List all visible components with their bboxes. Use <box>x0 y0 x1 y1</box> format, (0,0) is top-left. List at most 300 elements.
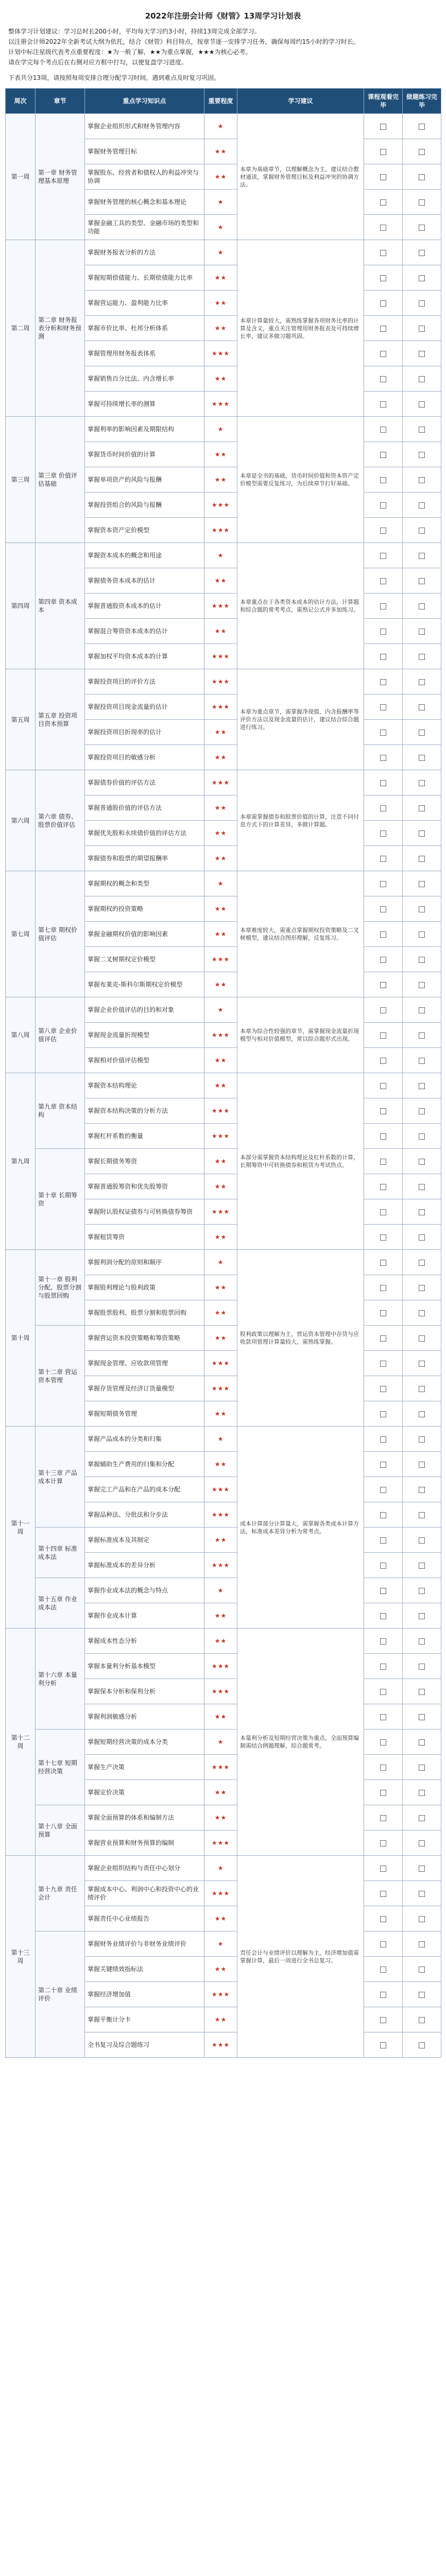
study-tip: 本量利分析及短期经营决策为重点，全面预算编制需结合例题理解，综合题常考。 <box>237 1629 364 1856</box>
checkbox-icon[interactable] <box>419 1613 425 1619</box>
checkbox-icon[interactable] <box>380 1487 386 1493</box>
week-cell: 第十三周 <box>6 1856 36 2058</box>
knowledge-point: 掌握投资项目的敏感分析 <box>85 745 204 770</box>
course-done-checkbox-cell <box>364 1982 403 2007</box>
checkbox-icon[interactable] <box>380 906 386 912</box>
checkbox-icon[interactable] <box>380 856 386 862</box>
importance-stars: ★★ <box>204 291 237 316</box>
exercise-done-checkbox-cell <box>403 922 441 947</box>
checkbox-icon[interactable] <box>419 805 425 811</box>
checkbox-icon[interactable] <box>380 578 386 584</box>
exercise-done-checkbox-cell <box>403 114 441 139</box>
knowledge-point: 掌握财务管理的核心概念和基本理论 <box>85 190 204 215</box>
importance-stars: ★★ <box>204 316 237 341</box>
checkbox-icon[interactable] <box>419 2017 425 2023</box>
checkbox-icon[interactable] <box>419 881 425 887</box>
checkbox-icon[interactable] <box>419 1159 425 1165</box>
checkbox-icon[interactable] <box>419 1941 425 1947</box>
checkbox-icon[interactable] <box>380 1941 386 1947</box>
checkbox-icon[interactable] <box>380 1765 386 1771</box>
importance-stars: ★ <box>204 417 237 442</box>
checkbox-icon[interactable] <box>419 1815 425 1821</box>
checkbox-icon[interactable] <box>380 1967 386 1973</box>
checkbox-icon[interactable] <box>380 1285 386 1291</box>
checkbox-icon[interactable] <box>380 679 386 685</box>
checkbox-icon[interactable] <box>380 755 386 761</box>
checkbox-icon[interactable] <box>419 1310 425 1316</box>
checkbox-icon[interactable] <box>380 1007 386 1013</box>
checkbox-icon[interactable] <box>419 1588 425 1594</box>
checkbox-icon[interactable] <box>419 1260 425 1266</box>
checkbox-icon[interactable] <box>419 1992 425 1998</box>
checkbox-icon[interactable] <box>380 502 386 509</box>
checkbox-icon[interactable] <box>380 1108 386 1114</box>
course-done-checkbox-cell <box>364 1502 403 1528</box>
knowledge-point: 掌握关键绩效指标法 <box>85 1957 204 1982</box>
knowledge-point: 全书复习及综合题练习 <box>85 2032 204 2058</box>
checkbox-icon[interactable] <box>419 553 425 559</box>
checkbox-icon[interactable] <box>419 1714 425 1720</box>
checkbox-icon[interactable] <box>419 1537 425 1544</box>
checkbox-icon[interactable] <box>419 1386 425 1392</box>
course-done-checkbox-cell <box>364 1931 403 1957</box>
week-cell: 第十周 <box>6 1250 36 1427</box>
knowledge-point: 掌握营运能力、盈利能力比率 <box>85 291 204 316</box>
exercise-done-checkbox-cell <box>403 417 441 442</box>
exercise-done-checkbox-cell <box>403 1578 441 1603</box>
study-tip: 本章是全书的基础，货币时间价值和资本资产定价模型需要反复练习，为后续章节打好基础。 <box>237 417 364 543</box>
importance-stars: ★★ <box>204 1629 237 1654</box>
course-done-checkbox-cell <box>364 543 403 568</box>
checkbox-icon[interactable] <box>380 603 386 609</box>
checkbox-icon[interactable] <box>419 477 425 483</box>
knowledge-point: 掌握产品成本的分类和归集 <box>85 1427 204 1452</box>
checkbox-icon[interactable] <box>380 351 386 357</box>
checkbox-icon[interactable] <box>419 1866 425 1872</box>
exercise-done-checkbox-cell <box>403 1048 441 1073</box>
checkbox-icon[interactable] <box>419 1739 425 1745</box>
importance-stars: ★★ <box>204 1149 237 1174</box>
checkbox-icon[interactable] <box>419 1108 425 1114</box>
checkbox-icon[interactable] <box>419 1285 425 1291</box>
exercise-done-checkbox-cell <box>403 1553 441 1578</box>
course-done-checkbox-cell <box>364 1376 403 1401</box>
checkbox-icon[interactable] <box>419 1133 425 1140</box>
knowledge-point: 掌握资本结构决策的分析方法 <box>85 1098 204 1124</box>
checkbox-icon[interactable] <box>380 1032 386 1039</box>
checkbox-icon[interactable] <box>419 629 425 635</box>
checkbox-icon[interactable] <box>380 528 386 534</box>
exercise-done-checkbox-cell <box>403 1730 441 1755</box>
knowledge-point: 掌握完工产品和在产品的成本分配 <box>85 1477 204 1502</box>
checkbox-icon[interactable] <box>380 1689 386 1695</box>
checkbox-icon[interactable] <box>380 401 386 408</box>
checkbox-icon[interactable] <box>419 300 425 307</box>
exercise-done-checkbox-cell <box>403 341 441 366</box>
checkbox-icon[interactable] <box>380 1537 386 1544</box>
week-cell: 第六周 <box>6 770 36 871</box>
importance-stars: ★★ <box>204 1073 237 1098</box>
exercise-done-checkbox-cell <box>403 1401 441 1427</box>
checkbox-icon[interactable] <box>380 1840 386 1846</box>
exercise-done-checkbox-cell <box>403 644 441 669</box>
chapter-cell: 第十五章 作业成本法 <box>36 1578 85 1629</box>
checkbox-icon[interactable] <box>380 1891 386 1897</box>
checkbox-icon[interactable] <box>419 528 425 534</box>
knowledge-point: 掌握市价比率、杜邦分析体系 <box>85 316 204 341</box>
checkbox-icon[interactable] <box>419 654 425 660</box>
checkbox-icon[interactable] <box>419 957 425 963</box>
course-done-checkbox-cell <box>364 2007 403 2032</box>
checkbox-icon[interactable] <box>419 1638 425 1645</box>
checkbox-icon[interactable] <box>380 1083 386 1089</box>
checkbox-icon[interactable] <box>380 376 386 382</box>
exercise-done-checkbox-cell <box>403 1881 441 1906</box>
course-done-checkbox-cell <box>364 1199 403 1225</box>
exercise-done-checkbox-cell <box>403 442 441 467</box>
table-row <box>6 997 441 1023</box>
course-done-checkbox-cell <box>364 770 403 795</box>
course-done-checkbox-cell <box>364 1250 403 1275</box>
course-done-checkbox-cell <box>364 871 403 896</box>
knowledge-point: 掌握利润敏感分析 <box>85 1704 204 1730</box>
exercise-done-checkbox-cell <box>403 821 441 846</box>
checkbox-icon[interactable] <box>419 831 425 837</box>
checkbox-icon[interactable] <box>380 1209 386 1215</box>
checkbox-icon[interactable] <box>419 275 425 281</box>
checkbox-icon[interactable] <box>380 326 386 332</box>
checkbox-icon[interactable] <box>419 856 425 862</box>
course-done-checkbox-cell <box>364 265 403 291</box>
checkbox-icon[interactable] <box>380 1866 386 1872</box>
chapter-cell: 第三章 价值评估基础 <box>36 417 85 543</box>
chapter-cell: 第二十章 业绩评价 <box>36 1931 85 2058</box>
course-done-checkbox-cell <box>364 1174 403 1199</box>
checkbox-icon[interactable] <box>419 502 425 509</box>
knowledge-point: 掌握投资项目折现率的估计 <box>85 720 204 745</box>
exercise-done-checkbox-cell <box>403 215 441 240</box>
checkbox-icon[interactable] <box>419 1916 425 1922</box>
importance-stars: ★★★ <box>204 694 237 720</box>
course-done-checkbox-cell <box>364 215 403 240</box>
intro-line: 请在学完每个考点后在右侧对应方框中打勾，以便复盘学习进度。 <box>8 59 188 66</box>
checkbox-icon[interactable] <box>419 174 425 180</box>
checkbox-icon[interactable] <box>380 1436 386 1443</box>
knowledge-point: 掌握资本结构理论 <box>85 1073 204 1098</box>
exercise-done-checkbox-cell <box>403 694 441 720</box>
course-done-checkbox-cell <box>364 720 403 745</box>
importance-stars: ★★★ <box>204 1502 237 1528</box>
course-done-checkbox-cell <box>364 114 403 139</box>
exercise-done-checkbox-cell <box>403 1376 441 1401</box>
checkbox-icon[interactable] <box>419 1765 425 1771</box>
checkbox-icon[interactable] <box>419 1436 425 1443</box>
checkbox-icon[interactable] <box>380 957 386 963</box>
checkbox-icon[interactable] <box>380 831 386 837</box>
checkbox-icon[interactable] <box>380 629 386 635</box>
study-tip: 本章为综合性较强的章节，需掌握现金流量折现模型与相对价值模型，常以综合题形式出现。 <box>237 997 364 1073</box>
checkbox-icon[interactable] <box>380 1563 386 1569</box>
course-done-checkbox-cell <box>364 1881 403 1906</box>
knowledge-point: 掌握普通股价值的评估方法 <box>85 795 204 821</box>
checkbox-icon[interactable] <box>380 1815 386 1821</box>
checkbox-icon[interactable] <box>380 1386 386 1392</box>
chapter-cell: 第一章 财务管理基本原理 <box>36 114 85 240</box>
checkbox-icon[interactable] <box>380 477 386 483</box>
checkbox-icon[interactable] <box>380 1790 386 1796</box>
knowledge-point: 掌握辅助生产费用的归集和分配 <box>85 1452 204 1477</box>
checkbox-icon[interactable] <box>380 1159 386 1165</box>
checkbox-icon[interactable] <box>380 1133 386 1140</box>
checkbox-icon[interactable] <box>419 906 425 912</box>
checkbox-icon[interactable] <box>419 376 425 382</box>
course-done-checkbox-cell <box>364 1654 403 1679</box>
checkbox-icon[interactable] <box>380 427 386 433</box>
checkbox-icon[interactable] <box>419 452 425 458</box>
course-done-checkbox-cell <box>364 1427 403 1452</box>
knowledge-point: 掌握金融工具的类型、金融市场的类型和功能 <box>85 215 204 240</box>
checkbox-icon[interactable] <box>380 1462 386 1468</box>
chapter-cell: 第十二章 营运资本管理 <box>36 1326 85 1427</box>
knowledge-point: 掌握企业组织形式和财务管理内容 <box>85 114 204 139</box>
checkbox-icon[interactable] <box>419 1967 425 1973</box>
course-done-checkbox-cell <box>364 1124 403 1149</box>
checkbox-icon[interactable] <box>380 149 386 155</box>
checkbox-icon[interactable] <box>419 679 425 685</box>
importance-stars: ★★★ <box>204 669 237 694</box>
checkbox-icon[interactable] <box>419 1184 425 1190</box>
checkbox-icon[interactable] <box>380 275 386 281</box>
checkbox-icon[interactable] <box>380 124 386 130</box>
exercise-done-checkbox-cell <box>403 947 441 972</box>
week-cell: 第二周 <box>6 240 36 417</box>
checkbox-icon[interactable] <box>380 2017 386 2023</box>
checkbox-icon[interactable] <box>419 2042 425 2048</box>
checkbox-icon[interactable] <box>419 1891 425 1897</box>
checkbox-icon[interactable] <box>380 1310 386 1316</box>
checkbox-icon[interactable] <box>419 1689 425 1695</box>
intro-line: 整体学习计划建议：学习总时长200小时，平均每天学习约3小时，持续13周完成全部学习。 <box>8 28 261 35</box>
checkbox-icon[interactable] <box>380 1664 386 1670</box>
exercise-done-checkbox-cell <box>403 1149 441 1174</box>
knowledge-point: 掌握短期偿债能力、长期偿债能力比率 <box>85 265 204 291</box>
checkbox-icon[interactable] <box>380 1992 386 1998</box>
exercise-done-checkbox-cell <box>403 594 441 619</box>
checkbox-icon[interactable] <box>380 250 386 256</box>
exercise-done-checkbox-cell <box>403 871 441 896</box>
checkbox-icon[interactable] <box>419 982 425 988</box>
checkbox-icon[interactable] <box>419 1563 425 1569</box>
checkbox-icon[interactable] <box>380 1234 386 1241</box>
checkbox-icon[interactable] <box>419 1411 425 1417</box>
course-done-checkbox-cell <box>364 164 403 190</box>
checkbox-icon[interactable] <box>380 780 386 786</box>
checkbox-icon[interactable] <box>419 1083 425 1089</box>
importance-stars: ★★★ <box>204 1199 237 1225</box>
checkbox-icon[interactable] <box>380 225 386 231</box>
knowledge-point: 掌握现金管理、应收款项管理 <box>85 1351 204 1376</box>
checkbox-icon[interactable] <box>419 427 425 433</box>
table-row <box>6 417 441 442</box>
exercise-done-checkbox-cell <box>403 1502 441 1528</box>
knowledge-point: 掌握保本分析和保利分析 <box>85 1679 204 1704</box>
checkbox-icon[interactable] <box>419 1058 425 1064</box>
knowledge-point: 掌握短期债务管理 <box>85 1401 204 1427</box>
checkbox-icon[interactable] <box>419 1512 425 1518</box>
checkbox-icon[interactable] <box>380 1512 386 1518</box>
exercise-done-checkbox-cell <box>403 164 441 190</box>
header-week: 周次 <box>6 89 36 114</box>
course-done-checkbox-cell <box>364 1452 403 1477</box>
table-row <box>6 1326 441 1351</box>
checkbox-icon[interactable] <box>419 730 425 736</box>
checkbox-icon[interactable] <box>419 1840 425 1846</box>
header-done-course: 课程观看完毕 <box>364 89 403 114</box>
checkbox-icon[interactable] <box>419 1234 425 1241</box>
course-done-checkbox-cell <box>364 467 403 493</box>
importance-stars: ★ <box>204 1578 237 1603</box>
checkbox-icon[interactable] <box>419 704 425 710</box>
checkbox-icon[interactable] <box>380 1613 386 1619</box>
checkbox-icon[interactable] <box>380 1739 386 1745</box>
checkbox-icon[interactable] <box>419 351 425 357</box>
checkbox-icon[interactable] <box>419 1462 425 1468</box>
checkbox-icon[interactable] <box>419 1209 425 1215</box>
knowledge-point: 掌握投资项目现金流量的估计 <box>85 694 204 720</box>
exercise-done-checkbox-cell <box>403 1174 441 1199</box>
course-done-checkbox-cell <box>364 1755 403 1780</box>
knowledge-point: 掌握本量利分析基本模型 <box>85 1654 204 1679</box>
checkbox-icon[interactable] <box>419 1487 425 1493</box>
importance-stars: ★★ <box>204 366 237 392</box>
checkbox-icon[interactable] <box>380 1184 386 1190</box>
checkbox-icon[interactable] <box>380 982 386 988</box>
checkbox-icon[interactable] <box>380 199 386 206</box>
checkbox-icon[interactable] <box>380 452 386 458</box>
checkbox-icon[interactable] <box>419 780 425 786</box>
knowledge-point: 掌握资本成本的概念和用途 <box>85 543 204 568</box>
table-row <box>6 1149 441 1174</box>
table-row <box>6 1528 441 1553</box>
checkbox-icon[interactable] <box>380 1714 386 1720</box>
course-done-checkbox-cell <box>364 518 403 543</box>
checkbox-icon[interactable] <box>419 1032 425 1039</box>
checkbox-icon[interactable] <box>419 931 425 938</box>
importance-stars: ★★ <box>204 1957 237 1982</box>
checkbox-icon[interactable] <box>419 603 425 609</box>
course-done-checkbox-cell <box>364 1553 403 1578</box>
checkbox-icon[interactable] <box>419 755 425 761</box>
importance-stars: ★★ <box>204 745 237 770</box>
study-tip: 本章为重点章节，需掌握净现值、内含报酬率等评价方法以及现金流量的估计，建议结合综合题进行练习。 <box>237 669 364 770</box>
checkbox-icon[interactable] <box>380 805 386 811</box>
checkbox-icon[interactable] <box>380 1916 386 1922</box>
checkbox-icon[interactable] <box>380 654 386 660</box>
knowledge-point: 掌握标准成本及其制定 <box>85 1528 204 1553</box>
exercise-done-checkbox-cell <box>403 1679 441 1704</box>
course-done-checkbox-cell <box>364 1603 403 1629</box>
checkbox-icon[interactable] <box>419 1790 425 1796</box>
exercise-done-checkbox-cell <box>403 1452 441 1477</box>
checkbox-icon[interactable] <box>380 1411 386 1417</box>
course-done-checkbox-cell <box>364 1831 403 1856</box>
course-done-checkbox-cell <box>364 1578 403 1603</box>
checkbox-icon[interactable] <box>419 225 425 231</box>
exercise-done-checkbox-cell <box>403 1654 441 1679</box>
course-done-checkbox-cell <box>364 619 403 644</box>
header-chapter: 章节 <box>36 89 85 114</box>
checkbox-icon[interactable] <box>419 1007 425 1013</box>
course-done-checkbox-cell <box>364 669 403 694</box>
checkbox-icon[interactable] <box>380 931 386 938</box>
importance-stars: ★★★ <box>204 1654 237 1679</box>
exercise-done-checkbox-cell <box>403 1300 441 1326</box>
checkbox-icon[interactable] <box>419 1361 425 1367</box>
knowledge-point: 掌握利润分配的原则和顺序 <box>85 1250 204 1275</box>
exercise-done-checkbox-cell <box>403 1957 441 1982</box>
knowledge-point: 掌握投资项目的评价方法 <box>85 669 204 694</box>
checkbox-icon[interactable] <box>380 1335 386 1342</box>
checkbox-icon[interactable] <box>380 1058 386 1064</box>
course-done-checkbox-cell <box>364 795 403 821</box>
checkbox-icon[interactable] <box>419 578 425 584</box>
checkbox-icon[interactable] <box>380 1588 386 1594</box>
checkbox-icon[interactable] <box>419 401 425 408</box>
checkbox-icon[interactable] <box>380 730 386 736</box>
knowledge-point: 掌握品种法、分批法和分步法 <box>85 1502 204 1528</box>
checkbox-icon[interactable] <box>380 300 386 307</box>
exercise-done-checkbox-cell <box>403 669 441 694</box>
table-row <box>6 1427 441 1452</box>
checkbox-icon[interactable] <box>419 1335 425 1342</box>
checkbox-icon[interactable] <box>380 881 386 887</box>
table-row <box>6 1730 441 1755</box>
knowledge-point: 掌握债券和股票的期望报酬率 <box>85 846 204 871</box>
exercise-done-checkbox-cell <box>403 1351 441 1376</box>
course-done-checkbox-cell <box>364 1098 403 1124</box>
checkbox-icon[interactable] <box>419 199 425 206</box>
course-done-checkbox-cell <box>364 568 403 594</box>
checkbox-icon[interactable] <box>380 2042 386 2048</box>
checkbox-icon[interactable] <box>380 553 386 559</box>
knowledge-point: 掌握存货管理及经济订货量模型 <box>85 1376 204 1401</box>
knowledge-point: 掌握财务管理目标 <box>85 139 204 164</box>
checkbox-icon[interactable] <box>380 1260 386 1266</box>
checkbox-icon[interactable] <box>380 704 386 710</box>
chapter-cell: 第八章 企业价值评估 <box>36 997 85 1073</box>
importance-stars: ★★ <box>204 2007 237 2032</box>
checkbox-icon[interactable] <box>380 1638 386 1645</box>
importance-stars: ★★ <box>204 139 237 164</box>
intro-line: 以注册会计师2022年全新考试大纲为依托，结合《财管》科目特点，按章节逐一安排学习任务，确保每周约15小时的学习时长。 <box>8 38 359 45</box>
checkbox-icon[interactable] <box>419 1664 425 1670</box>
knowledge-point: 掌握债券价值的评估方法 <box>85 770 204 795</box>
course-done-checkbox-cell <box>364 240 403 265</box>
checkbox-icon[interactable] <box>419 149 425 155</box>
course-done-checkbox-cell <box>364 594 403 619</box>
week-cell: 第三周 <box>6 417 36 543</box>
checkbox-icon[interactable] <box>380 174 386 180</box>
table-row <box>6 114 441 139</box>
checkbox-icon[interactable] <box>419 250 425 256</box>
week-cell: 第五周 <box>6 669 36 770</box>
importance-stars: ★★★ <box>204 493 237 518</box>
checkbox-icon[interactable] <box>419 124 425 130</box>
checkbox-icon[interactable] <box>419 326 425 332</box>
checkbox-icon[interactable] <box>380 1361 386 1367</box>
knowledge-point: 掌握投资组合的风险与报酬 <box>85 493 204 518</box>
knowledge-point: 掌握混合筹资资本成本的估计 <box>85 619 204 644</box>
